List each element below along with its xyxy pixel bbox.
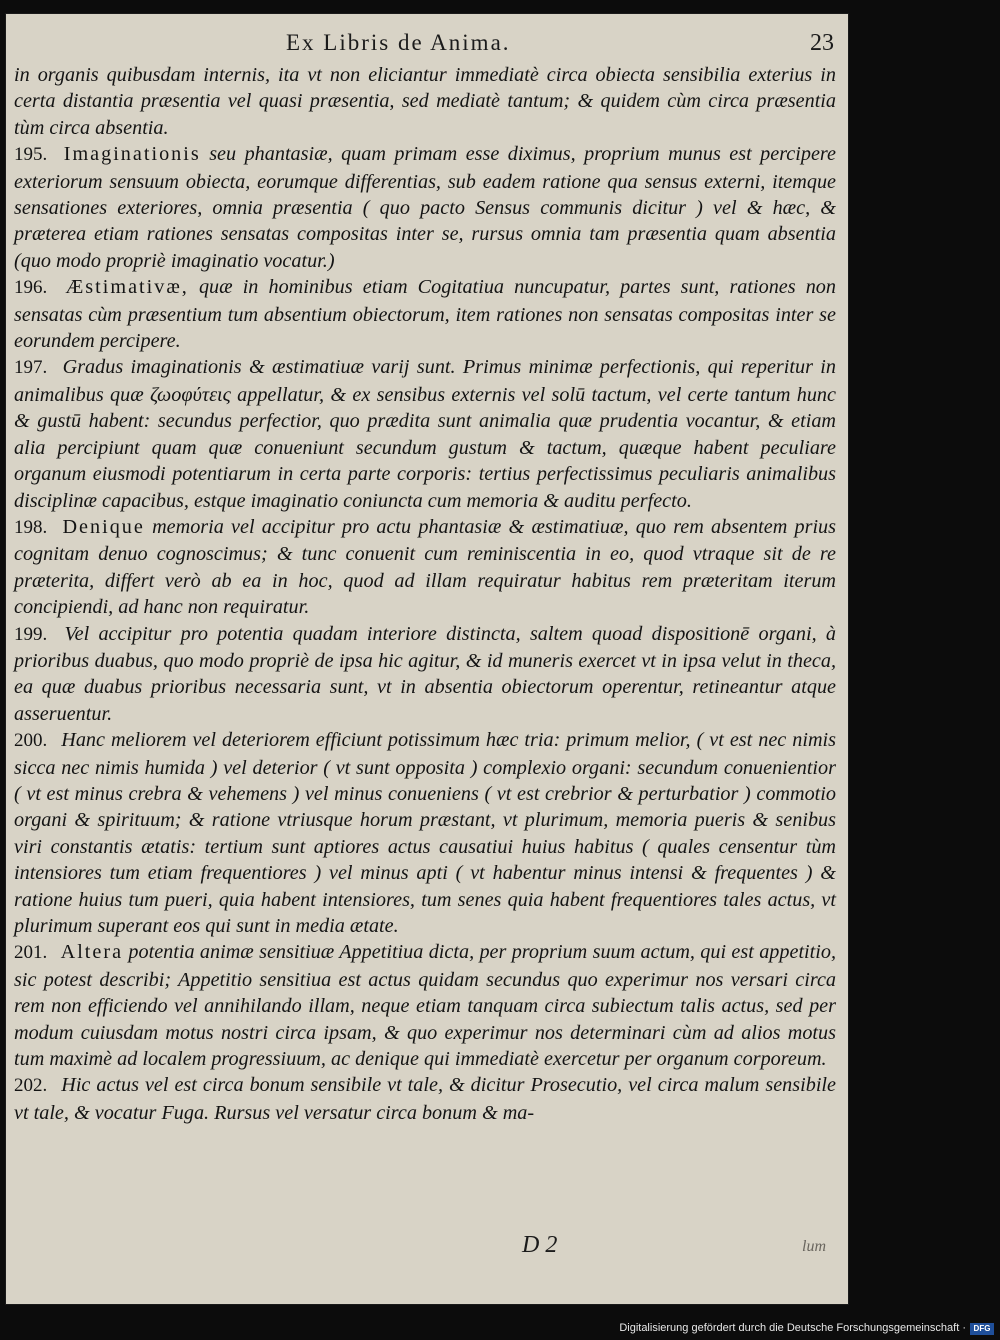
paragraph-text: in organis quibusdam internis, ita vt non eliciantur immediatè circa obiecta sensibilia exterius in certa distantia præsentia vel quasi præsentia, sed mediatè tantum; & quidem cùm circa præsentia tùm circa absentia.	[14, 64, 836, 139]
funding-credit: Digitalisierung gefördert durch die Deutsche Forschungsgemeinschaft ·	[619, 1322, 966, 1334]
dfg-logo-icon: DFG	[970, 1323, 994, 1335]
signature-mark: D 2	[522, 1232, 558, 1258]
paragraph-text: Hanc meliorem vel deteriorem efficiunt potissimum hæc tria: primum melior, ( vt est nec nimis sicca nec nimis humida ) vel deterior ( vt sunt opposita ) complexio organi: secundum conuenientior ( vt est minus crebra & vehemens ) vel minus conueniens ( vt est crebrior & perturbatior ) commotio organi & spirituum; & ratione vtriusque horum præstant, vt plurimum, memoria pueris & senibus viri constantis ætatis: tertium sunt aptiores actus causatiui huius habitus ( quales censentur tùm intensiores tum etiam frequentiores ) vel minus apti ( vt habentur minus intensi & frequentes ) & ratione huius tum pueri, quia habent intensiores, tum senes quia habent frequentiores tales actus, vt plurimum superant eos qui sunt in media ætate.	[14, 729, 837, 937]
paragraph-text: potentia animæ sensitiuæ Appetitiua dicta, per proprium suum actum, qui est appetitio, sic potest describi; Appetitio sensitiua est actus quidam secundus quo experimur nos versari circa rem non efficiendo vel annihilando illam, neque etiam tanquam circa subiectum talis actus, sed per modum cuiusdam motus nostri circa ipsam, & quo experimur nos determinari cùm ad alios motus tum maximè ad localem progressiuum, ac denique qui immediatè exercetur per organum corporeum.	[14, 941, 837, 1071]
paragraph-200	[14, 727, 836, 939]
catchword: lum	[802, 1238, 826, 1255]
paragraph-lead-word: Æstimativæ,	[65, 276, 189, 299]
paragraph-text: Vel accipitur pro potentia quadam interiore distincta, saltem quoad dispositionē organi, à prioribus duabus, quo modo propriè de ipsa hic agitur, & id muneris exercet vt in ipsa velut in theca, ea quæ duabus prioribus necessaria sunt, vt in absentia obiectorum operentur, retineantur atque asseruentur.	[14, 622, 837, 725]
paragraph-number: 197.	[14, 357, 48, 379]
page-number: 23	[810, 30, 834, 56]
body-text	[14, 62, 836, 1126]
page-content	[14, 14, 836, 1304]
running-title: Ex Libris de Anima.	[286, 30, 511, 55]
paragraph-lead-word: Denique	[62, 515, 145, 538]
paragraph-number: 198.	[14, 516, 48, 538]
paragraph-text: seu phantasiæ, quam primam esse diximus, proprium munus est percipere exteriorum sensuum obiecta, eorumque differentias, sub eadem ratione qua sensus externi, itemque sensationes exteriores, omnia præsentia ( quo pacto Sensus communis dicitur ) vel & hæc, & præterea etiam rationes sensatas compositas inter se, rursus omnia tam præsentia quam absentia (quo modo propriè imaginatio vocatur.)	[14, 143, 837, 272]
paragraph-text: Gradus imaginationis & æstimatiuæ varij sunt. Primus minimæ perfectionis, qui reperitur in animalibus quæ ζωοφύτεις appellatur, & ex sensibus externis vel solū tactum, vel certe tantum hunc & gustū habent: secundus perfectior, quo prædita sunt animalia quæ prudentia vocantur, & etiam alia percipiunt quam quæ conueniunt secundum gustum & tactum, quæque habent peculiare organum eiusmodi potentiarum in certa parte corporis: tertius perfectissimus peculiaris animalibus disciplinæ capacibus, estque imaginatio coniuncta cum memoria & auditu perfecto.	[14, 356, 837, 512]
paragraph-196	[14, 274, 836, 354]
paragraph-number: 199.	[14, 623, 48, 645]
digitization-footer	[0, 1318, 1000, 1340]
paragraph-199	[14, 621, 836, 728]
running-head	[14, 30, 836, 64]
paragraph-lead-word: Altera	[60, 941, 124, 964]
paragraph-195	[14, 141, 836, 274]
paragraph-number: 200.	[14, 730, 48, 752]
book-page	[6, 14, 848, 1304]
paragraph-text: Hic actus vel est circa bonum sensibile vt tale, & dicitur Prosecutio, vel circa malum sensibile vt tale, & vocatur Fuga. Rursus vel versatur circa bonum & ma-	[14, 1074, 836, 1124]
paragraph-198	[14, 514, 836, 621]
paragraph-number: 202.	[14, 1075, 48, 1097]
paragraph-continuation	[14, 62, 836, 141]
paragraph-number: 196.	[14, 277, 48, 299]
paragraph-197	[14, 354, 836, 513]
paragraph-202	[14, 1072, 836, 1126]
paragraph-text: memoria vel accipitur pro actu phantasiæ & æstimatiuæ, quo rem absentem prius cognitam denuo cognoscimus; & tunc conuenit cum reminiscentia in eo, quod vtraque sit de re præterita, differt verò ab ea in hoc, quod ad illam requiratur habitus rem præteritam iterum concipiendi, ad hanc non requiratur.	[14, 515, 837, 619]
paragraph-lead-word: Imaginationis	[63, 143, 201, 166]
paragraph-text: quæ in hominibus etiam Cogitatiua nuncupatur, partes sunt, rationes non sensatas cùm præsentium tum absentium obiectorum, item rationes non sensatas compositas inter se eorundem percipere.	[14, 276, 836, 353]
paragraph-number: 195.	[14, 144, 48, 166]
paragraph-number: 201.	[14, 942, 48, 964]
paragraph-201	[14, 939, 836, 1072]
